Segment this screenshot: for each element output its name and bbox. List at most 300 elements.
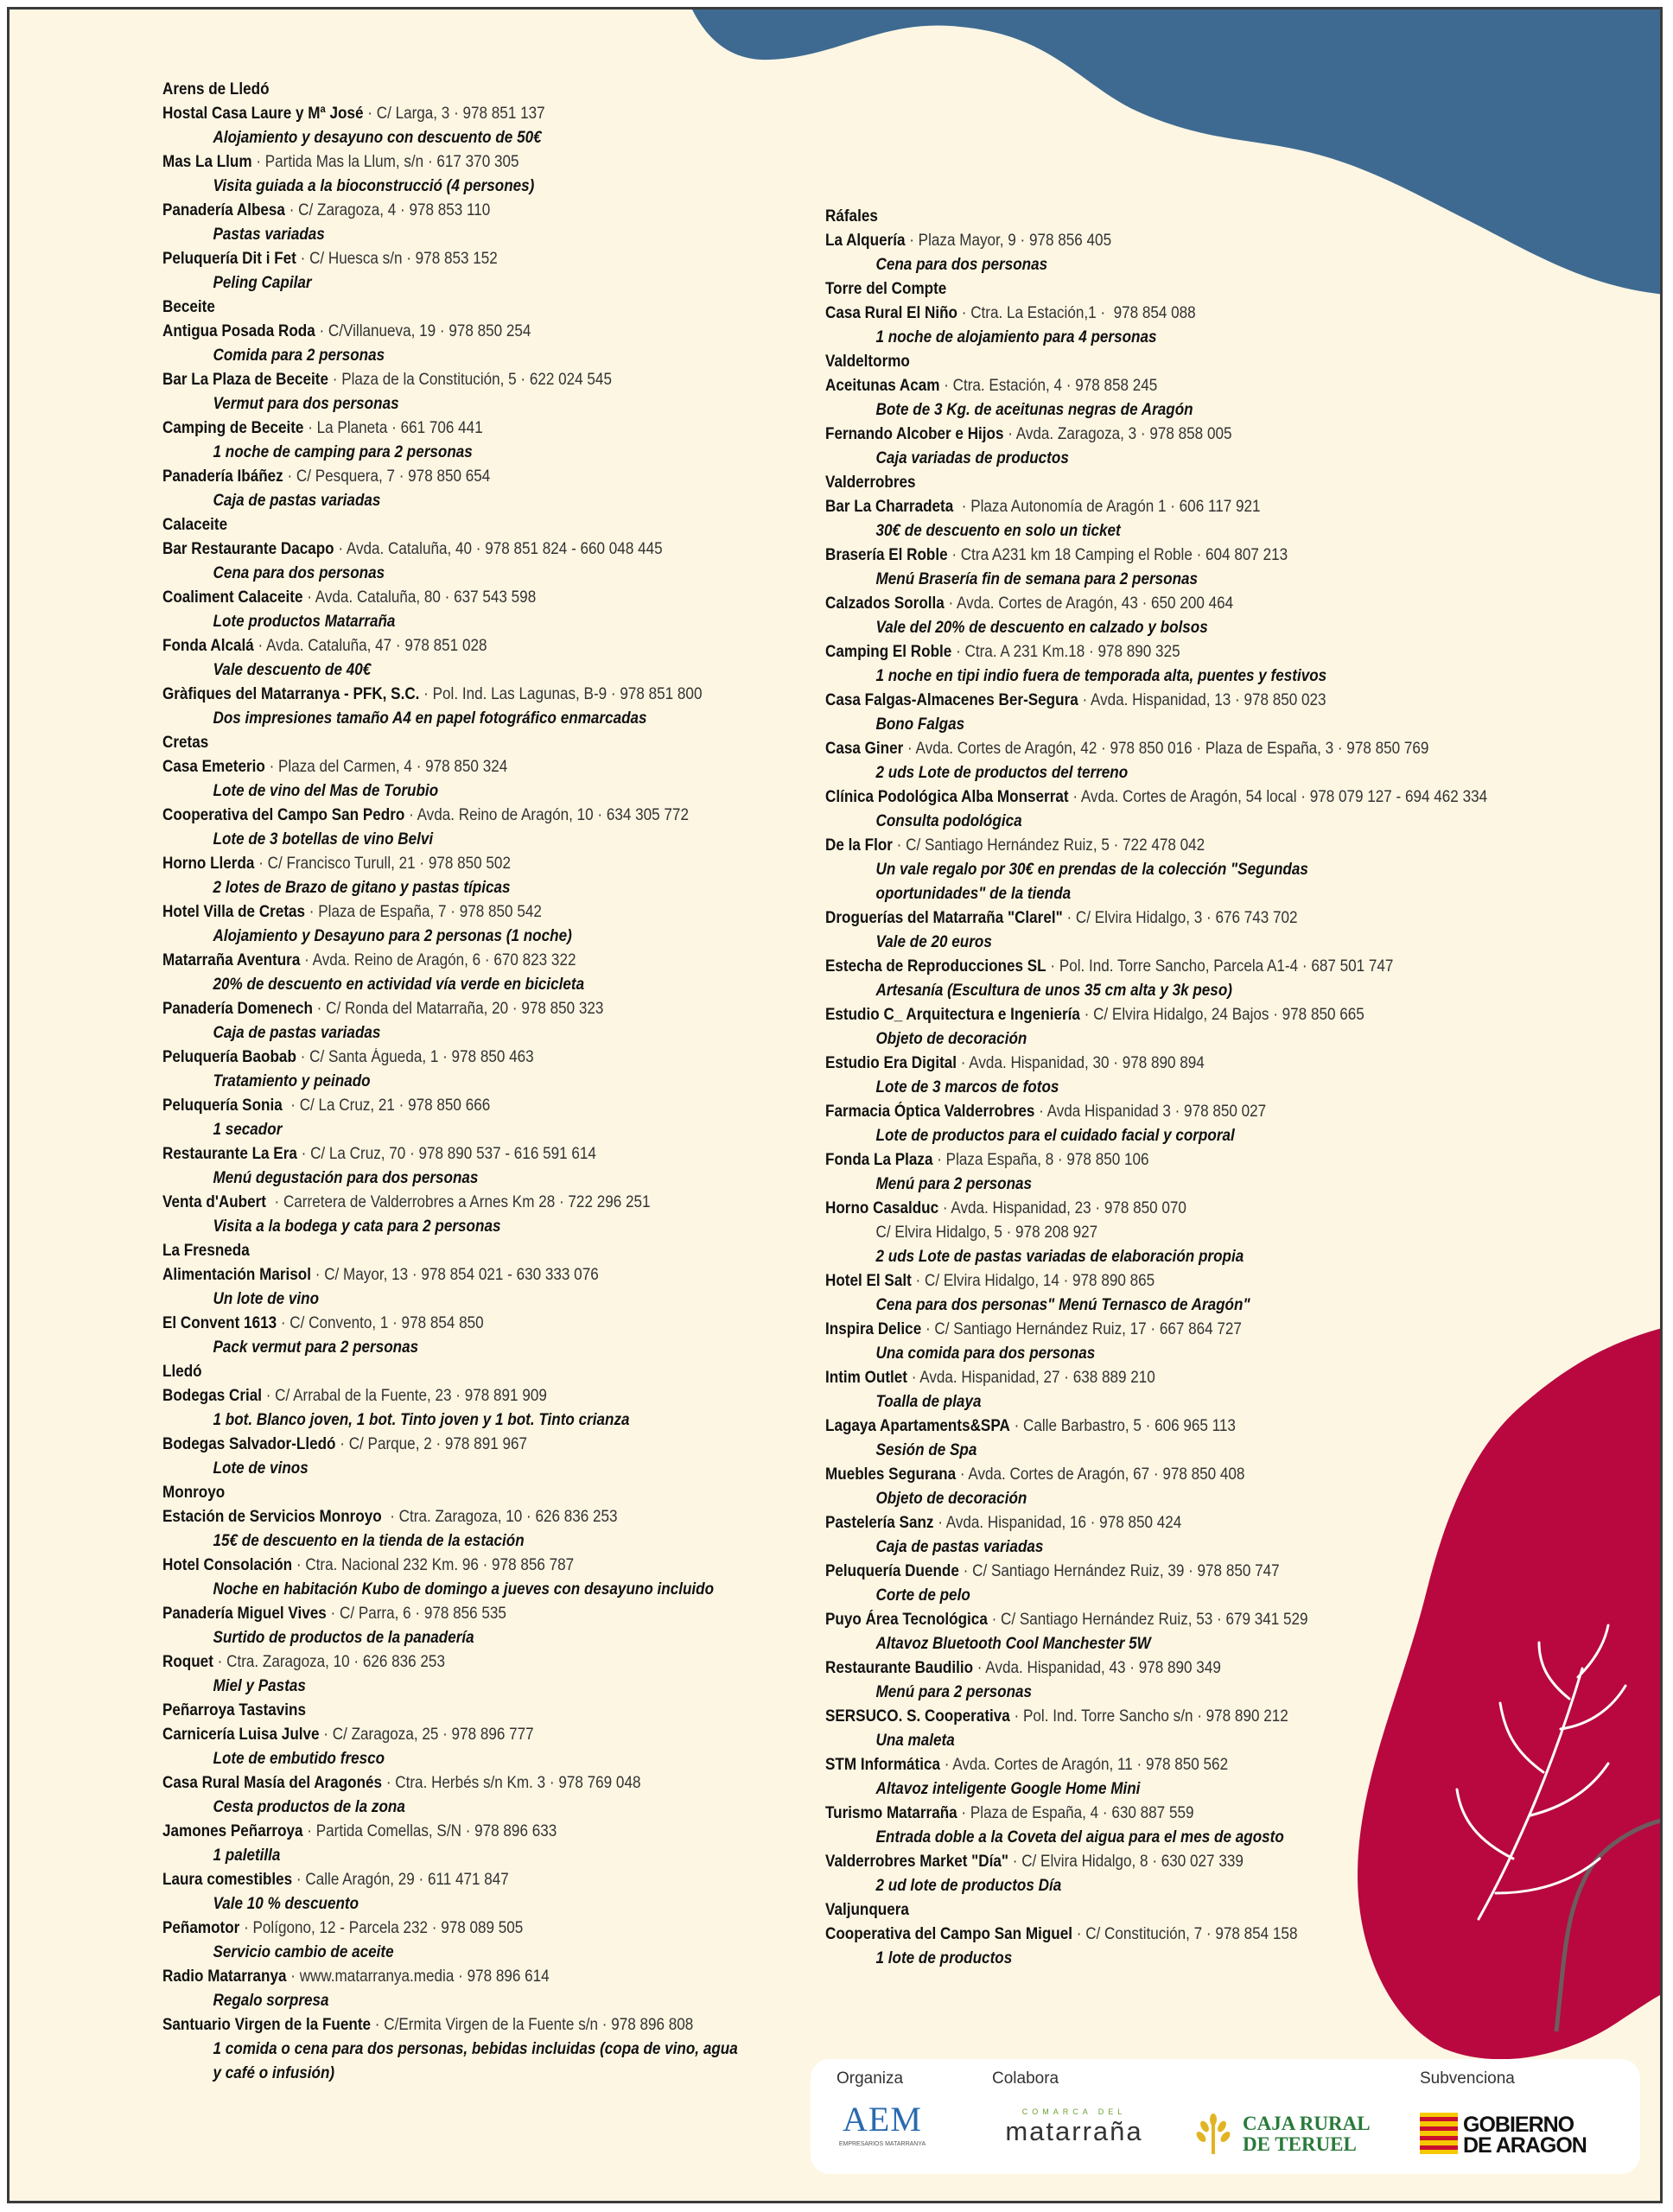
business-entry	[162, 320, 793, 368]
business-name: SERSUCO. S. Cooperativa	[825, 1707, 1010, 1726]
business-name: Bodegas Crial	[162, 1387, 262, 1405]
town-heading: Calaceite	[162, 516, 228, 534]
business-entry	[162, 102, 793, 150]
business-line	[825, 1705, 1556, 1729]
prize-description: Regalo sorpresa	[213, 1992, 329, 2010]
business-line	[162, 1433, 730, 1457]
prize-description: Bote de 3 Kg. de aceitunas negras de Aragón	[875, 401, 1193, 419]
business-contact: · La Planeta · 661 706 441	[303, 419, 483, 437]
business-name: Alimentación Marisol	[162, 1266, 311, 1284]
prize-description: Comida para 2 personas	[213, 346, 385, 365]
aem-logo-text: AEM	[843, 2100, 922, 2139]
business-line	[825, 689, 1556, 713]
business-entry	[162, 900, 793, 949]
prize-description: Menú Brasería fin de semana para 2 personas	[875, 570, 1199, 588]
business-name: STM Informática	[825, 1756, 941, 1774]
business-contact: · Avda. Hispanidad, 23 · 978 850 070	[938, 1199, 1186, 1217]
business-line	[162, 1312, 730, 1336]
business-line	[825, 423, 1556, 447]
business-name: Calzados Sorolla	[825, 594, 945, 613]
gobierno-line1: GOBIERNO	[1463, 2113, 1574, 2137]
business-name: Camping de Beceite	[162, 419, 304, 437]
business-contact: · Plaza de España, 4 · 630 887 559	[957, 1804, 1194, 1822]
business-contact: · C/ Santiago Hernández Ruiz, 53 · 679 341 529	[987, 1611, 1308, 1629]
gobierno-line2: DE ARAGON	[1463, 2133, 1587, 2158]
business-entry	[825, 1003, 1638, 1052]
business-contact: · C/ Elvira Hidalgo, 14 · 978 890 865	[911, 1272, 1155, 1290]
comarca-matarrana-logo	[992, 2107, 1156, 2159]
prize-description: Caja de pastas variadas	[875, 1538, 1044, 1556]
business-line	[825, 1923, 1556, 1947]
business-name: Jamones Peñarroya	[162, 1822, 303, 1840]
business-entry	[162, 949, 793, 997]
prize-description: 1 noche de camping para 2 personas	[213, 443, 473, 461]
business-contact: · Pol. Ind. Torre Sancho, Parcela A1-4 · 687 501 747	[1046, 957, 1394, 976]
prize-description: Lote de embutido fresco	[213, 1750, 385, 1768]
business-name: Panadería Albesa	[162, 201, 285, 219]
business-line	[162, 1384, 730, 1408]
prize-description: Alojamiento y desayuno con descuento de 50€	[213, 129, 542, 147]
business-name: Bar La Plaza de Beceite	[162, 371, 328, 389]
business-name: Cooperativa del Campo San Pedro	[162, 806, 405, 824]
prize-description: Lote de vinos	[213, 1459, 309, 1478]
prize-description: Visita guiada a la bioconstrucció (4 persones)	[213, 177, 535, 195]
business-line	[162, 1868, 730, 1892]
business-contact: · Polígono, 12 - Parcela 232 · 978 089 505	[239, 1919, 524, 1937]
business-contact: · C/ Santiago Hernández Ruiz, 5 · 722 478 042	[892, 836, 1205, 855]
prize-description: Pastas variadas	[213, 226, 325, 244]
business-entry	[825, 1560, 1638, 1608]
business-name: Peluquería Duende	[825, 1562, 959, 1580]
business-name: Casa Falgas-Almacenes Ber-Segura	[825, 691, 1078, 709]
business-entry	[162, 1820, 793, 1868]
business-line	[162, 150, 730, 175]
business-line	[825, 495, 1556, 519]
business-line	[825, 1802, 1556, 1826]
business-entry	[162, 465, 793, 513]
business-line	[825, 1148, 1556, 1173]
business-entry	[825, 543, 1638, 592]
business-name: Mas La Llum	[162, 153, 252, 171]
business-line	[825, 543, 1556, 568]
business-contact: · C/ Constitución, 7 · 978 854 158	[1072, 1925, 1298, 1943]
business-name: Peluquería Baobab	[162, 1048, 296, 1066]
business-name: Aceitunas Acam	[825, 377, 940, 395]
business-entry	[825, 1269, 1638, 1318]
business-name: Casa Giner	[825, 740, 904, 758]
business-contact: · C/ Mayor, 13 · 978 854 021 - 630 333 076	[310, 1266, 599, 1284]
business-line	[162, 1650, 730, 1675]
prize-description: Vale 10 % descuento	[213, 1895, 359, 1913]
business-contact: · Avda. Hispanidad, 43 · 978 890 349	[973, 1659, 1221, 1677]
gobierno-aragon-logo	[1420, 2113, 1610, 2158]
business-line	[162, 804, 730, 828]
business-entry	[825, 785, 1638, 834]
prize-description: Lote productos Matarraña	[213, 613, 396, 631]
prize-description: Vale del 20% de descuento en calzado y bolsos	[875, 619, 1208, 637]
prize-description: 30€ de descuento en solo un ticket	[875, 522, 1121, 540]
business-entry	[825, 1923, 1638, 1971]
business-contact: · C/ Huesca s/n · 978 853 152	[296, 250, 498, 268]
business-contact: · Plaza España, 8 · 978 850 106	[932, 1151, 1149, 1169]
business-entry	[825, 1850, 1638, 1898]
business-entry	[162, 1916, 793, 1965]
business-line	[825, 1850, 1556, 1874]
business-contact: · Calle Aragón, 29 · 611 471 847	[292, 1871, 509, 1889]
business-line	[825, 1197, 1556, 1221]
business-contact: · C/ La Cruz, 70 · 978 890 537 - 616 591 614	[296, 1145, 596, 1163]
business-name: Fonda La Plaza	[825, 1151, 933, 1169]
business-line	[162, 1820, 730, 1844]
town-heading: Valdeltormo	[825, 353, 910, 371]
business-entry	[162, 804, 793, 852]
business-contact: · Calle Barbastro, 5 · 606 965 113	[1009, 1417, 1236, 1435]
business-name: Hotel Villa de Cretas	[162, 903, 306, 921]
prize-description: 20% de descuento en actividad vía verde en bicicleta	[213, 976, 585, 994]
prize-description: Menú para 2 personas	[875, 1175, 1033, 1193]
business-line	[825, 906, 1556, 931]
business-name: Cooperativa del Campo San Miguel	[825, 1925, 1073, 1943]
prize-description: Servicio cambio de aceite	[213, 1943, 394, 1961]
business-name: Peluquería Sonia	[162, 1096, 283, 1115]
prize-description: Objeto de decoración	[875, 1030, 1027, 1048]
business-contact: · Ctra. Zaragoza, 10 · 626 836 253	[381, 1508, 618, 1526]
business-contact: · Partida Comellas, S/N · 978 896 633	[302, 1822, 557, 1840]
business-line	[825, 1100, 1556, 1124]
prize-description: Vermut para dos personas	[213, 395, 399, 413]
business-name: Farmacia Óptica Valderrobres	[825, 1103, 1035, 1121]
business-contact: · Avda. Hispanidad, 16 · 978 850 424	[933, 1514, 1182, 1532]
business-name: Estudio Era Digital	[825, 1054, 957, 1072]
business-contact: · Avda. Cataluña, 40 · 978 851 824 - 660 048 445	[334, 540, 663, 558]
business-line	[825, 374, 1556, 398]
town-heading: La Fresneda	[162, 1242, 250, 1260]
business-contact: · www.matarranya.media · 978 896 614	[286, 1967, 550, 1986]
prize-description: Toalla de playa	[875, 1393, 982, 1411]
business-name: Panadería Domenech	[162, 1000, 313, 1018]
business-name: Santuario Virgen de la Fuente	[162, 2016, 372, 2034]
business-entry	[162, 852, 793, 900]
business-line	[825, 1414, 1556, 1439]
business-name: Peluquería Dit i Fet	[162, 250, 296, 268]
business-line	[162, 2013, 730, 2037]
business-entry	[162, 634, 793, 683]
business-contact: · Avda. Reino de Aragón, 10 · 634 305 772	[404, 806, 689, 824]
caja-rural-line1: CAJA RURAL	[1243, 2113, 1371, 2134]
business-line	[162, 368, 730, 392]
business-entry	[162, 537, 793, 586]
business-name: Bodegas Salvador-Lledó	[162, 1435, 336, 1453]
business-name: El Convent 1613	[162, 1314, 277, 1332]
sponsors-footer	[811, 2059, 1640, 2174]
comarca-logo-top: COMARCA DEL	[1021, 2107, 1127, 2116]
business-line	[825, 1463, 1556, 1487]
business-line	[162, 1094, 730, 1118]
prize-description: Visita a la bodega y cata para 2 personas	[213, 1217, 501, 1236]
business-line	[825, 834, 1556, 858]
business-line	[162, 1602, 730, 1626]
town-heading: Torre del Compte	[825, 280, 947, 298]
business-entry	[162, 1868, 793, 1916]
business-line	[825, 302, 1556, 326]
business-name: Peñamotor	[162, 1919, 240, 1937]
business-entry	[825, 1197, 1638, 1269]
business-name: Casa Rural El Niño	[825, 304, 957, 322]
prize-description: 1 lote de productos	[875, 1949, 1013, 1967]
business-entry	[825, 495, 1638, 543]
business-line	[825, 737, 1556, 761]
business-entry	[162, 586, 793, 634]
business-line	[825, 1608, 1556, 1632]
business-line	[162, 1771, 730, 1796]
business-entry	[162, 997, 793, 1046]
business-name: Horno Casalduc	[825, 1199, 939, 1217]
comarca-logo-main: matarraña	[1005, 2116, 1143, 2146]
business-line	[825, 1269, 1556, 1294]
business-line	[825, 1003, 1556, 1027]
business-contact: · C/ Convento, 1 · 978 854 850	[277, 1314, 484, 1332]
business-entry	[162, 1191, 793, 1239]
business-name: Fernando Alcober e Hijos	[825, 425, 1004, 443]
business-name: Droguerías del Matarraña "Clarel"	[825, 909, 1063, 927]
prize-description: Artesanía (Escultura de unos 35 cm alta y 3k peso)	[875, 982, 1232, 1000]
business-entry	[825, 423, 1638, 471]
business-line	[825, 640, 1556, 664]
business-line	[825, 785, 1556, 810]
business-line	[162, 586, 730, 610]
business-contact: · Avda. Cortes de Aragón, 42 · 978 850 016 · Plaza de España, 3 · 978 850 769	[903, 740, 1429, 758]
business-line	[162, 1505, 730, 1529]
prize-description: Noche en habitación Kubo de domingo a jueves con desayuno incluido	[213, 1580, 715, 1599]
caja-rural-line2: DE TERUEL	[1243, 2133, 1357, 2155]
business-line	[825, 1318, 1556, 1342]
business-entry	[825, 1318, 1638, 1366]
business-name: Restaurante La Era	[162, 1145, 297, 1163]
business-line	[825, 1052, 1556, 1076]
business-contact: · Avda. Cortes de Aragón, 43 · 650 200 464	[944, 594, 1234, 613]
business-entry	[162, 1263, 793, 1312]
prize-description: Cena para dos personas" Menú Ternasco de Aragón"	[875, 1296, 1250, 1314]
business-contact: · Avda. Zaragoza, 3 · 978 858 005	[1003, 425, 1232, 443]
colabora-label: Colabora	[992, 2069, 1059, 2088]
business-line	[162, 320, 730, 344]
business-line	[162, 1191, 730, 1215]
business-name: Valderrobres Market "Día"	[825, 1853, 1009, 1871]
prize-description: Lote de productos para el cuidado facial y corporal	[875, 1127, 1235, 1145]
business-entry	[162, 1602, 793, 1650]
business-contact: · Ctra. Nacional 232 Km. 96 · 978 856 787	[292, 1556, 575, 1574]
subvenciona-label: Subvenciona	[1420, 2069, 1515, 2088]
business-name: Matarraña Aventura	[162, 951, 301, 969]
business-contact: · C/ Santiago Hernández Ruiz, 17 · 667 864 727	[921, 1320, 1242, 1338]
business-entry	[162, 368, 793, 416]
business-name: La Alquería	[825, 232, 906, 250]
business-entry	[162, 1094, 793, 1142]
prize-description: Vale descuento de 40€	[213, 661, 372, 679]
business-line	[825, 1753, 1556, 1777]
prize-description: Lote de 3 botellas de vino Belvi	[213, 830, 434, 849]
business-entry	[162, 2013, 793, 2086]
business-contact: · C/ Francisco Turull, 21 · 978 850 502	[254, 855, 511, 873]
business-entry	[825, 689, 1638, 737]
prize-description: Lote de vino del Mas de Torubio	[213, 782, 439, 800]
business-contact: · Ctra. Zaragoza, 10 · 626 836 253	[213, 1653, 445, 1671]
left-column	[162, 78, 793, 2086]
business-line	[162, 537, 730, 562]
business-entry	[162, 1650, 793, 1699]
business-name: Inspira Delice	[825, 1320, 922, 1338]
business-entry	[825, 374, 1638, 423]
prize-description: 2 ud lote de productos Día	[875, 1877, 1062, 1895]
prize-description: Tratamiento y peinado	[213, 1072, 371, 1090]
business-line	[825, 229, 1556, 253]
aem-logo-subtext: EMPRESARIOS MATARRANYA	[838, 2141, 926, 2147]
town-heading: Beceite	[162, 298, 215, 316]
business-contact: · Partida Mas la Llum, s/n · 617 370 305	[251, 153, 519, 171]
prize-description: Caja variadas de productos	[875, 449, 1069, 467]
business-contact: · C/ Santiago Hernández Ruiz, 39 · 978 850 747	[958, 1562, 1280, 1580]
business-name: Antigua Posada Roda	[162, 322, 315, 340]
prize-description: Cesta productos de la zona	[213, 1798, 405, 1816]
business-name: Roquet	[162, 1653, 213, 1671]
business-contact: · Plaza de la Constitución, 5 · 622 024 545	[328, 371, 612, 389]
business-entry	[825, 1656, 1638, 1705]
wheat-icon	[1191, 2113, 1236, 2154]
business-line	[162, 1723, 730, 1747]
business-contact: · C/ Pesquera, 7 · 978 850 654	[283, 467, 491, 486]
business-name: Lagaya Apartaments&SPA	[825, 1417, 1010, 1435]
prize-description: Caja de pastas variadas	[213, 492, 381, 510]
prize-description: 15€ de descuento en la tienda de la estación	[213, 1532, 525, 1550]
business-entry	[825, 640, 1638, 689]
business-entry	[162, 1384, 793, 1433]
business-contact: · Avda. Cortes de Aragón, 54 local · 978 079 127 - 694 462 334	[1068, 788, 1488, 806]
business-name: Casa Emeterio	[162, 758, 265, 776]
caja-rural-logo	[1191, 2113, 1381, 2156]
business-contact: · Ctra A231 km 18 Camping el Roble · 604 807 213	[947, 546, 1288, 564]
business-line	[825, 592, 1556, 616]
aem-logo	[835, 2099, 930, 2159]
business-contact: · Avda. Hispanidad, 27 · 638 889 210	[907, 1369, 1155, 1387]
business-contact: · Ctra. A 231 Km.18 · 978 890 325	[951, 643, 1180, 661]
business-entry	[825, 302, 1638, 350]
business-line	[825, 955, 1556, 979]
business-name: Carnicería Luisa Julve	[162, 1726, 320, 1744]
business-extra-contact: C/ Elvira Hidalgo, 5 · 978 208 927	[875, 1224, 1098, 1242]
business-line	[825, 1560, 1556, 1584]
business-contact: · Carretera de Valderrobres a Arnes Km 28 · 722 296 251	[265, 1193, 651, 1211]
business-name: Bar Restaurante Dacapo	[162, 540, 334, 558]
prize-description: Miel y Pastas	[213, 1677, 306, 1695]
business-line	[825, 1511, 1556, 1535]
business-name: Puyo Área Tecnológica	[825, 1611, 988, 1629]
business-entry	[825, 834, 1638, 906]
business-entry	[825, 1052, 1638, 1100]
business-name: Radio Matarranya	[162, 1967, 287, 1986]
prize-description: Menú degustación para dos personas	[213, 1169, 479, 1187]
business-line	[825, 1656, 1556, 1681]
business-entry	[825, 1366, 1638, 1414]
business-name: Clínica Podológica Alba Monserrat	[825, 788, 1069, 806]
prize-description: Altavoz Bluetooth Cool Manchester 5W	[875, 1635, 1151, 1653]
business-line	[162, 997, 730, 1021]
prize-description: 2 uds Lote de productos del terreno	[875, 764, 1129, 782]
business-contact: · Avda. Hispanidad, 30 · 978 890 894	[957, 1054, 1205, 1072]
prize-description: Alojamiento y Desayuno para 2 personas (1 noche)	[213, 927, 572, 945]
prize-description: Bono Falgas	[875, 715, 965, 734]
business-contact: · Avda. Cortes de Aragón, 67 · 978 850 408	[956, 1465, 1245, 1484]
business-contact: · Ctra. La Estación,1 · 978 854 088	[957, 304, 1196, 322]
business-contact: · Pol. Ind. Las Lagunas, B-9 · 978 851 800	[419, 685, 703, 703]
business-line	[825, 1366, 1556, 1390]
business-contact: · C/ Elvira Hidalgo, 8 · 630 027 339	[1008, 1853, 1244, 1871]
business-entry	[162, 1771, 793, 1820]
business-entry	[162, 150, 793, 199]
business-entry	[162, 1965, 793, 2013]
aragon-flag-icon	[1420, 2113, 1458, 2154]
business-name: Brasería El Roble	[825, 546, 948, 564]
prize-description: Altavoz inteligente Google Home Mini	[875, 1780, 1141, 1798]
business-entry	[162, 1142, 793, 1191]
prize-description: 2 uds Lote de pastas variadas de elaboración propia	[875, 1248, 1244, 1266]
business-entry	[825, 906, 1638, 955]
business-line	[162, 416, 730, 441]
business-name: Estudio C_ Arquitectura e Ingeniería	[825, 1006, 1080, 1024]
business-contact: · C/ Ronda del Matarraña, 20 · 978 850 323	[312, 1000, 604, 1018]
prize-description: 1 secador	[213, 1121, 283, 1139]
business-entry	[162, 199, 793, 247]
business-name: Hostal Casa Laure y Mª José	[162, 105, 364, 123]
town-heading: Ráfales	[825, 207, 878, 226]
business-line	[162, 465, 730, 489]
business-entry	[162, 1554, 793, 1602]
business-line	[162, 852, 730, 876]
business-contact: · C/ Arrabal de la Fuente, 23 · 978 891 909	[261, 1387, 547, 1405]
prize-description: Cena para dos personas	[875, 256, 1048, 274]
business-entry	[162, 416, 793, 465]
business-name: Intim Outlet	[825, 1369, 908, 1387]
prize-description: Una maleta	[875, 1732, 955, 1750]
business-line	[162, 683, 730, 707]
town-heading: Lledó	[162, 1363, 202, 1381]
business-entry	[162, 1046, 793, 1094]
prize-description: Caja de pastas variadas	[213, 1024, 381, 1042]
business-line	[162, 1916, 730, 1941]
prize-description: Menú para 2 personas	[875, 1683, 1033, 1701]
business-contact: · Pol. Ind. Torre Sancho s/n · 978 890 212	[1009, 1707, 1288, 1726]
business-contact: · Plaza del Carmen, 4 · 978 850 324	[264, 758, 508, 776]
business-entry	[825, 592, 1638, 640]
business-line	[162, 755, 730, 779]
business-entry	[162, 247, 793, 296]
business-entry	[825, 1148, 1638, 1197]
business-contact: · Avda. Reino de Aragón, 6 · 670 823 322	[300, 951, 576, 969]
business-entry	[162, 1433, 793, 1481]
flyer-page	[7, 7, 1663, 2203]
business-contact: · Plaza Autonomía de Aragón 1 · 606 117 921	[953, 498, 1261, 516]
prize-description: Cena para dos personas	[213, 564, 385, 582]
business-line	[162, 900, 730, 925]
business-contact: · C/ Parra, 6 · 978 856 535	[326, 1605, 506, 1623]
business-line	[162, 1142, 730, 1166]
town-heading: Valderrobres	[825, 474, 916, 492]
business-line	[162, 102, 730, 126]
prize-description: Objeto de decoración	[875, 1490, 1027, 1508]
business-name: Laura comestibles	[162, 1871, 293, 1889]
business-entry	[825, 955, 1638, 1003]
business-entry	[825, 737, 1638, 785]
business-entry	[162, 683, 793, 731]
